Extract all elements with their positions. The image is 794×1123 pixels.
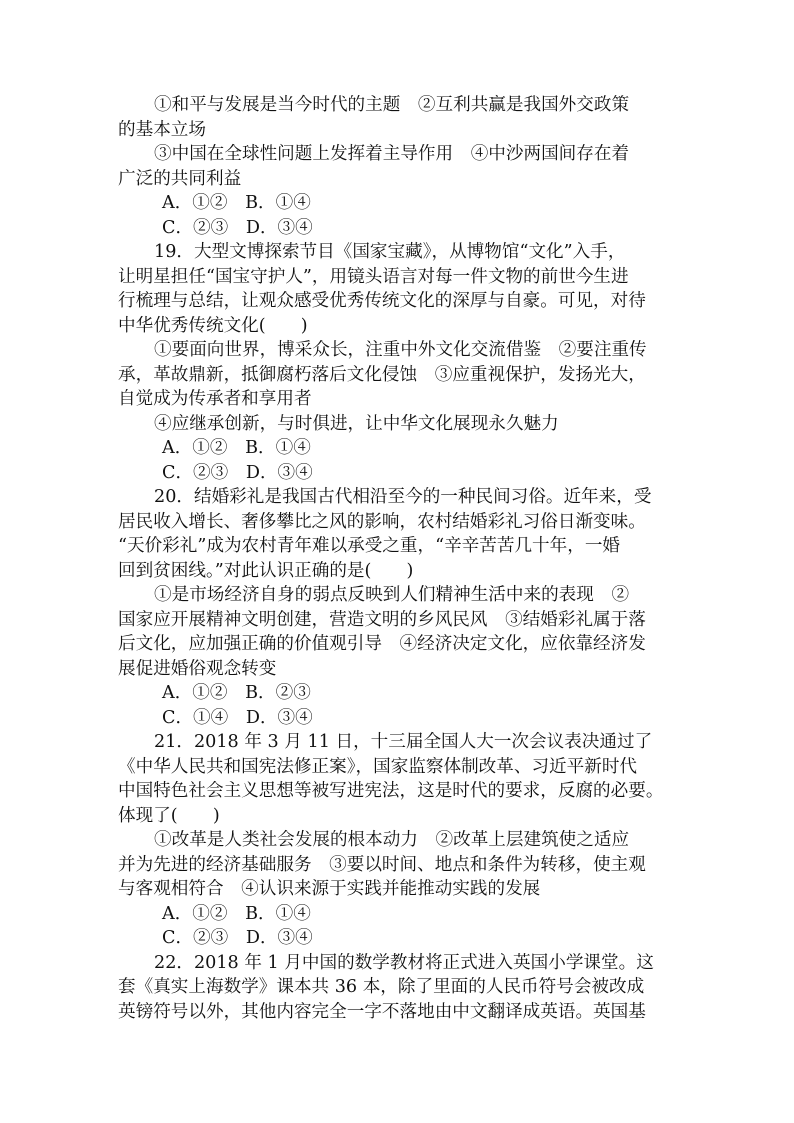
question-22-text: 套《真实上海数学》课本共 36 本，除了里面的人民币符号会被改成 (118, 977, 645, 997)
answer-choices: A．①② B．①④ (162, 193, 311, 213)
option-line: ④应继承创新，与时俱进，让中华文化展现永久魅力 (154, 413, 559, 434)
answer-choices: C．①④ D．③④ (162, 707, 313, 728)
option-line: ①是市场经济自身的弱点反映到人们精神生活中来的表现 ② (154, 585, 630, 605)
option-line: 并为先进的经济基础服务 ③要以时间、地点和条件为转移，使主观 (118, 854, 646, 875)
question-20-text: 居民收入增长、奢侈攀比之风的影响，农村结婚彩礼习俗日渐变味。 (118, 511, 646, 532)
option-line: 与客观相符合 ④认识来源于实践并能推动实践的发展 (118, 879, 541, 899)
answer-choices: C．②③ D．③④ (162, 217, 313, 238)
option-line: ①和平与发展是当今时代的主题 ②互利共赢是我国外交政策 (154, 95, 630, 115)
question-19-text: 19．大型文博探索节目《国家宝藏》，从博物馆“文化”入手， (154, 242, 626, 262)
option-line: 后文化，应加强正确的价值观引导 ④经济决定文化，应依靠经济发 (118, 634, 646, 654)
question-19-text: 中华优秀传统文化( ) (118, 315, 308, 336)
option-line: ①改革是人类社会发展的根本动力 ②改革上层建筑使之适应 (154, 830, 630, 850)
answer-choices: A．①② B．①④ (162, 903, 311, 924)
answer-choices: C．②③ D．③④ (162, 928, 313, 948)
option-line: 展促进婚俗观念转变 (118, 658, 277, 679)
option-line: ①要面向世界，博采众长，注重中外文化交流借鉴 ②要注重传 (154, 340, 647, 360)
question-21-text: 中国特色社会主义思想等被写进宪法，这是时代的要求，反腐的必要。 (118, 781, 664, 801)
option-line: ③中国在全球性问题上发挥着主导作用 ④中沙两国间存在着 (154, 144, 630, 164)
question-21-text: 《中华人民共和国宪法修正案》，国家监察体制改革、习近平新时代 (118, 756, 638, 777)
answer-choices: A．①② B．①④ (162, 438, 311, 458)
question-21-text: 体现了( ) (118, 805, 220, 826)
question-20-text: 回到贫困线。”对此认识正确的是( ) (118, 560, 414, 581)
question-22-text: 22．2018 年 1 月中国的数学教材将正式进入英国小学课堂。这 (154, 952, 654, 973)
question-20-text: “天价彩礼”成为农村青年难以承受之重，“辛辛苦苦几十年，一婚 (118, 536, 621, 556)
option-line: 广泛的共同利益 (118, 168, 242, 189)
question-19-text: 行梳理与总结，让观众感受优秀传统文化的深厚与自豪。可见，对待 (118, 291, 646, 311)
option-line: 国家应开展精神文明创建，营造文明的乡风民风 ③结婚彩礼属于落 (118, 609, 646, 630)
option-line: 自觉成为传承者和享用者 (118, 389, 312, 409)
question-21-text: 21．2018 年 3 月 11 日，十三届全国人大一次会议表决通过了 (154, 732, 653, 752)
question-20-text: 20．结婚彩礼是我国古代相沿至今的一种民间习俗。近年来，受 (154, 487, 652, 507)
answer-choices: A．①② B．②③ (162, 683, 311, 703)
option-line: 承，革故鼎新，抵御腐朽落后文化侵蚀 ③应重视保护，发扬光大， (118, 364, 646, 385)
answer-choices: C．②③ D．③④ (162, 462, 313, 483)
question-22-text: 英镑符号以外，其他内容完全一字不落地由中文翻译成英语。英国基 (118, 1001, 646, 1022)
question-19-text: 让明星担任“国宝守护人”，用镜头语言对每一件文物的前世今生进 (118, 266, 629, 287)
option-line: 的基本立场 (118, 119, 206, 140)
document-page (118, 93, 676, 1024)
